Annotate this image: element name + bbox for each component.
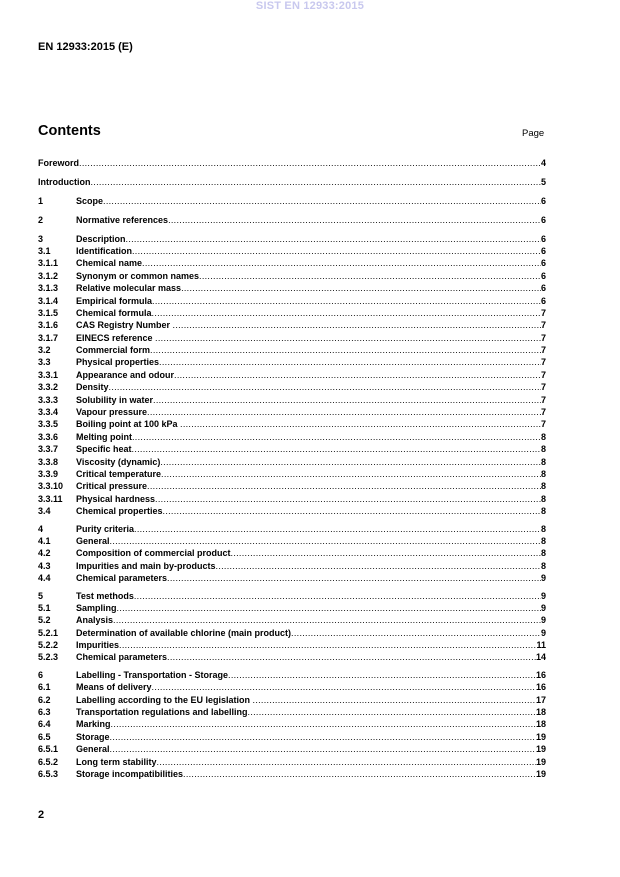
page-number: 2 <box>38 809 45 821</box>
toc-entry-title: Critical temperature <box>76 468 162 479</box>
toc-entry-title: Purity criteria <box>76 523 135 534</box>
toc-entry-title: Long term stability <box>76 756 157 767</box>
toc-entry-page: 6 <box>540 245 546 256</box>
toc-entry-page: 7 <box>540 419 546 430</box>
toc-entry[interactable] <box>38 681 546 693</box>
toc-entry-number: 3.4 <box>38 506 51 517</box>
dot-leader <box>79 157 541 169</box>
toc-entry-page: 19 <box>535 731 546 742</box>
toc-entry-title: Solubility in water <box>76 394 154 405</box>
toc-entry-number: 3 <box>38 233 44 244</box>
toc-entry-title: Analysis <box>76 615 114 626</box>
dot-leader <box>113 614 541 626</box>
toc-entry[interactable] <box>38 176 546 188</box>
dot-leader <box>153 394 541 406</box>
dot-leader <box>152 681 536 693</box>
toc-entry[interactable] <box>38 270 546 282</box>
toc-entry[interactable] <box>38 406 546 418</box>
toc-entry-title: Storage <box>76 731 110 742</box>
toc-entry[interactable] <box>38 394 546 406</box>
toc-entry-page: 6 <box>540 233 546 244</box>
toc-entry[interactable] <box>38 768 546 780</box>
toc-entry-title: Critical pressure <box>76 481 148 492</box>
toc-entry[interactable] <box>38 443 546 455</box>
dot-leader <box>152 295 541 307</box>
toc-entry-title: Sampling <box>76 602 117 613</box>
toc-entry-page: 7 <box>540 307 546 318</box>
toc-entry[interactable] <box>38 572 546 584</box>
toc-entry-number: 3.3.5 <box>38 419 59 430</box>
toc-entry[interactable] <box>38 614 546 626</box>
toc-entry-number: 4.3 <box>38 560 51 571</box>
watermark: SIST EN 12933:2015 <box>255 0 365 12</box>
toc-entry[interactable] <box>38 480 546 492</box>
toc-entry[interactable] <box>38 523 546 535</box>
toc-entry-number: 6.5.1 <box>38 744 59 755</box>
toc-entry-number: 1 <box>38 195 44 206</box>
toc-entry-page: 9 <box>540 573 546 584</box>
toc-entry[interactable] <box>38 356 546 368</box>
toc-entry[interactable] <box>38 468 546 480</box>
toc-entry-title: Viscosity (dynamic) <box>76 456 161 467</box>
toc-entry[interactable] <box>38 547 546 559</box>
toc-entry-number: 4.2 <box>38 548 51 559</box>
dot-leader <box>173 319 541 331</box>
toc-entry-title: Chemical formula <box>76 307 152 318</box>
dot-leader <box>167 572 541 584</box>
toc-entry-page: 8 <box>540 506 546 517</box>
dot-leader <box>248 706 536 718</box>
toc-entry-title: Physical hardness <box>76 493 156 504</box>
toc-entry-page: 6 <box>540 258 546 269</box>
dot-leader <box>183 768 536 780</box>
toc-entry-title: Storage incompatibilities <box>76 768 184 779</box>
toc-entry-page: 16 <box>535 669 546 680</box>
toc-entry-page: 5 <box>540 176 546 187</box>
dot-leader <box>228 669 536 681</box>
dot-leader <box>110 535 541 547</box>
toc-entry-page: 19 <box>535 768 546 779</box>
toc-entry-number: 3.1.4 <box>38 295 59 306</box>
toc-entry-title: Boiling point at 100 kPa <box>76 419 181 430</box>
toc-entry-page: 18 <box>535 707 546 718</box>
toc-entry[interactable] <box>38 332 546 344</box>
toc-entry-page: 8 <box>540 493 546 504</box>
toc-entry-title: Introduction <box>38 176 91 187</box>
toc-entry[interactable] <box>38 195 546 207</box>
toc-entry[interactable] <box>38 639 546 651</box>
toc-entry-number: 3.3.6 <box>38 431 59 442</box>
toc-entry-page: 6 <box>540 295 546 306</box>
toc-entry-title: Normative references <box>76 214 169 225</box>
toc-entry[interactable] <box>38 493 546 505</box>
toc-entry-title: Determination of available chlorine (main product) <box>76 627 292 638</box>
dot-leader <box>150 344 541 356</box>
toc-entry-title: Chemical properties <box>76 506 163 517</box>
dot-leader <box>110 731 536 743</box>
toc-entry-page: 6 <box>540 270 546 281</box>
toc-entry[interactable] <box>38 602 546 614</box>
toc-entry-page: 18 <box>535 719 546 730</box>
toc-entry-title: Description <box>76 233 126 244</box>
dot-leader <box>126 233 541 245</box>
toc-entry-number: 4.1 <box>38 535 51 546</box>
dot-leader <box>119 639 536 651</box>
toc-entry-number: 3.3.8 <box>38 456 59 467</box>
toc-entry-page: 16 <box>535 682 546 693</box>
toc-entry-number: 5.2 <box>38 615 51 626</box>
toc-entry-page: 7 <box>540 320 546 331</box>
toc-entry-title: Scope <box>76 195 104 206</box>
dot-leader <box>231 547 541 559</box>
dot-leader <box>174 369 541 381</box>
toc-entry-number: 3.1 <box>38 245 51 256</box>
toc-entry[interactable] <box>38 505 546 517</box>
toc-entry[interactable] <box>38 257 546 269</box>
toc-entry-page: 8 <box>540 560 546 571</box>
toc-entry[interactable] <box>38 743 546 755</box>
dot-leader <box>181 282 541 294</box>
toc-entry-page: 9 <box>540 615 546 626</box>
toc-entry-number: 3.3.9 <box>38 468 59 479</box>
toc-entry-page: 7 <box>540 332 546 343</box>
toc-entry-number: 3.3 <box>38 357 51 368</box>
toc-entry-number: 6.5.3 <box>38 768 59 779</box>
toc-entry[interactable] <box>38 233 546 245</box>
toc-entry-page: 14 <box>535 652 546 663</box>
dot-leader <box>132 245 541 257</box>
toc-entry-title: Composition of commercial product <box>76 548 231 559</box>
dot-leader <box>103 195 541 207</box>
toc-entry[interactable] <box>38 706 546 718</box>
dot-leader <box>157 756 536 768</box>
toc-entry-title: General <box>76 535 110 546</box>
dot-leader <box>160 456 541 468</box>
toc-entry-title: Chemical name <box>76 258 143 269</box>
toc-entry-page: 7 <box>540 369 546 380</box>
toc-entry-number: 3.2 <box>38 345 51 356</box>
toc-entry-page: 8 <box>540 456 546 467</box>
toc-entry-title: Labelling - Transportation - Storage <box>76 669 229 680</box>
dot-leader <box>147 406 541 418</box>
toc-entry-title: EINECS reference <box>76 332 156 343</box>
toc-entry[interactable] <box>38 560 546 572</box>
toc-entry-page: 8 <box>540 431 546 442</box>
toc-entry-number: 3.1.6 <box>38 320 59 331</box>
dot-leader <box>109 381 541 393</box>
toc-entry-number: 6.3 <box>38 707 51 718</box>
toc-entry-number: 3.3.4 <box>38 407 59 418</box>
toc-entry-number: 5.2.2 <box>38 640 59 651</box>
toc-entry[interactable] <box>38 344 546 356</box>
toc-entry[interactable] <box>38 590 546 602</box>
toc-entry-number: 3.3.7 <box>38 444 59 455</box>
toc-entry-title: Impurities <box>76 640 120 651</box>
toc-entry-title: Relative molecular mass <box>76 283 182 294</box>
toc-entry-number: 4 <box>38 523 44 534</box>
dot-leader <box>291 627 541 639</box>
toc-entry[interactable] <box>38 627 546 639</box>
toc-entry-number: 6 <box>38 669 44 680</box>
dot-leader <box>134 590 541 602</box>
toc-entry-page: 9 <box>540 627 546 638</box>
document-id: EN 12933:2015 (E) <box>38 41 133 53</box>
toc-entry-page: 7 <box>540 407 546 418</box>
dot-leader <box>161 468 541 480</box>
toc-entry[interactable] <box>38 694 546 706</box>
toc-entry-page: 7 <box>540 345 546 356</box>
toc-entry-page: 9 <box>540 590 546 601</box>
toc-entry[interactable] <box>38 245 546 257</box>
toc-entry-number: 3.1.1 <box>38 258 59 269</box>
toc-entry-page: 8 <box>540 548 546 559</box>
toc-entry-title: Labelling according to the EU legislation <box>76 694 253 705</box>
toc-entry-page: 8 <box>540 523 546 534</box>
toc-entry[interactable] <box>38 295 546 307</box>
toc-entry-title: Impurities and main by-products <box>76 560 216 571</box>
toc-entry-page: 9 <box>540 602 546 613</box>
toc-entry-page: 6 <box>540 283 546 294</box>
toc-entry-title: Means of delivery <box>76 682 152 693</box>
toc-entry-number: 2 <box>38 214 44 225</box>
dot-leader <box>180 418 541 430</box>
dot-leader <box>152 307 541 319</box>
toc-entry-title: Vapour pressure <box>76 407 148 418</box>
dot-leader <box>155 332 541 344</box>
dot-leader <box>168 214 541 226</box>
toc-entry-title: Appearance and odour <box>76 369 175 380</box>
toc-entry-title: Transportation regulations and labelling <box>76 707 248 718</box>
toc-entry-number: 6.5.2 <box>38 756 59 767</box>
dot-leader <box>147 480 541 492</box>
toc-entry[interactable] <box>38 756 546 768</box>
dot-leader <box>111 718 536 730</box>
page-column-label: Page <box>522 128 545 139</box>
toc-entry-page: 4 <box>540 158 546 168</box>
toc-entry[interactable] <box>38 381 546 393</box>
toc-entry[interactable] <box>38 669 546 681</box>
toc-entry-title: Identification <box>76 245 132 256</box>
toc-entry[interactable] <box>38 214 546 226</box>
toc-entry-title: Melting point <box>76 431 132 442</box>
toc-entry[interactable] <box>38 157 546 169</box>
toc-entry-title: Chemical parameters <box>76 573 168 584</box>
toc-entry-title: Foreword <box>38 158 80 168</box>
toc-entry-number: 3.1.5 <box>38 307 59 318</box>
dot-leader <box>142 257 541 269</box>
page-title: Contents <box>38 123 101 139</box>
toc-entry-page: 7 <box>540 357 546 368</box>
toc-entry-title: Test methods <box>76 590 134 601</box>
toc-entry-number: 5 <box>38 590 44 601</box>
toc-entry-title: Specific heat <box>76 444 132 455</box>
toc-entry-page: 6 <box>540 214 546 225</box>
toc-entry-number: 5.1 <box>38 602 51 613</box>
toc-entry-page: 8 <box>540 481 546 492</box>
toc-entry-title: Marking <box>76 719 111 730</box>
toc-entry-title: Commercial form <box>76 345 151 356</box>
toc-entry-page: 11 <box>536 640 546 651</box>
dot-leader <box>253 694 536 706</box>
toc-entry-number: 3.1.3 <box>38 283 59 294</box>
table-of-contents <box>38 157 546 780</box>
dot-leader <box>117 602 541 614</box>
dot-leader <box>134 523 541 535</box>
toc-entry-title: Synonym or common names <box>76 270 200 281</box>
toc-entry[interactable] <box>38 369 546 381</box>
dot-leader <box>155 493 541 505</box>
toc-entry-title: General <box>76 744 110 755</box>
toc-entry-number: 4.4 <box>38 573 51 584</box>
toc-entry[interactable] <box>38 731 546 743</box>
toc-entry[interactable] <box>38 718 546 730</box>
toc-entry[interactable] <box>38 282 546 294</box>
toc-entry-title: Physical properties <box>76 357 160 368</box>
toc-entry-number: 6.1 <box>38 682 51 693</box>
toc-entry[interactable] <box>38 307 546 319</box>
dot-leader <box>159 356 541 368</box>
toc-entry-number: 3.1.2 <box>38 270 59 281</box>
toc-entry-number: 3.1.7 <box>38 332 59 343</box>
toc-entry-number: 6.4 <box>38 719 51 730</box>
toc-entry-title: CAS Registry Number <box>76 320 173 331</box>
toc-entry-page: 7 <box>540 382 546 393</box>
toc-entry[interactable] <box>38 535 546 547</box>
dot-leader <box>163 505 541 517</box>
toc-entry-number: 5.2.1 <box>38 627 59 638</box>
toc-entry-page: 19 <box>535 756 546 767</box>
dot-leader <box>91 176 541 188</box>
toc-entry-number: 6.5 <box>38 731 51 742</box>
toc-entry-page: 8 <box>540 444 546 455</box>
dot-leader <box>167 651 536 663</box>
toc-entry-page: 8 <box>540 535 546 546</box>
dot-leader <box>132 431 541 443</box>
toc-entry[interactable] <box>38 651 546 663</box>
dot-leader <box>110 743 536 755</box>
toc-entry[interactable] <box>38 418 546 430</box>
toc-entry[interactable] <box>38 431 546 443</box>
toc-entry[interactable] <box>38 319 546 331</box>
dot-leader <box>199 270 541 282</box>
toc-entry-number: 5.2.3 <box>38 652 59 663</box>
toc-entry-page: 7 <box>540 394 546 405</box>
toc-entry-page: 6 <box>540 195 546 206</box>
toc-entry-number: 3.3.2 <box>38 382 59 393</box>
toc-entry-title: Empirical formula <box>76 295 153 306</box>
toc-entry-number: 3.3.11 <box>38 493 63 504</box>
dot-leader <box>216 560 541 572</box>
toc-entry-title: Chemical parameters <box>76 652 168 663</box>
toc-entry-number: 3.3.3 <box>38 394 59 405</box>
toc-entry-page: 17 <box>535 694 546 705</box>
toc-entry-page: 19 <box>535 744 546 755</box>
dot-leader <box>132 443 541 455</box>
toc-entry-title: Density <box>76 382 109 393</box>
toc-entry-number: 3.3.10 <box>38 481 64 492</box>
toc-entry-page: 8 <box>540 468 546 479</box>
toc-entry-number: 3.3.1 <box>38 369 59 380</box>
toc-entry[interactable] <box>38 456 546 468</box>
toc-entry-number: 6.2 <box>38 694 51 705</box>
